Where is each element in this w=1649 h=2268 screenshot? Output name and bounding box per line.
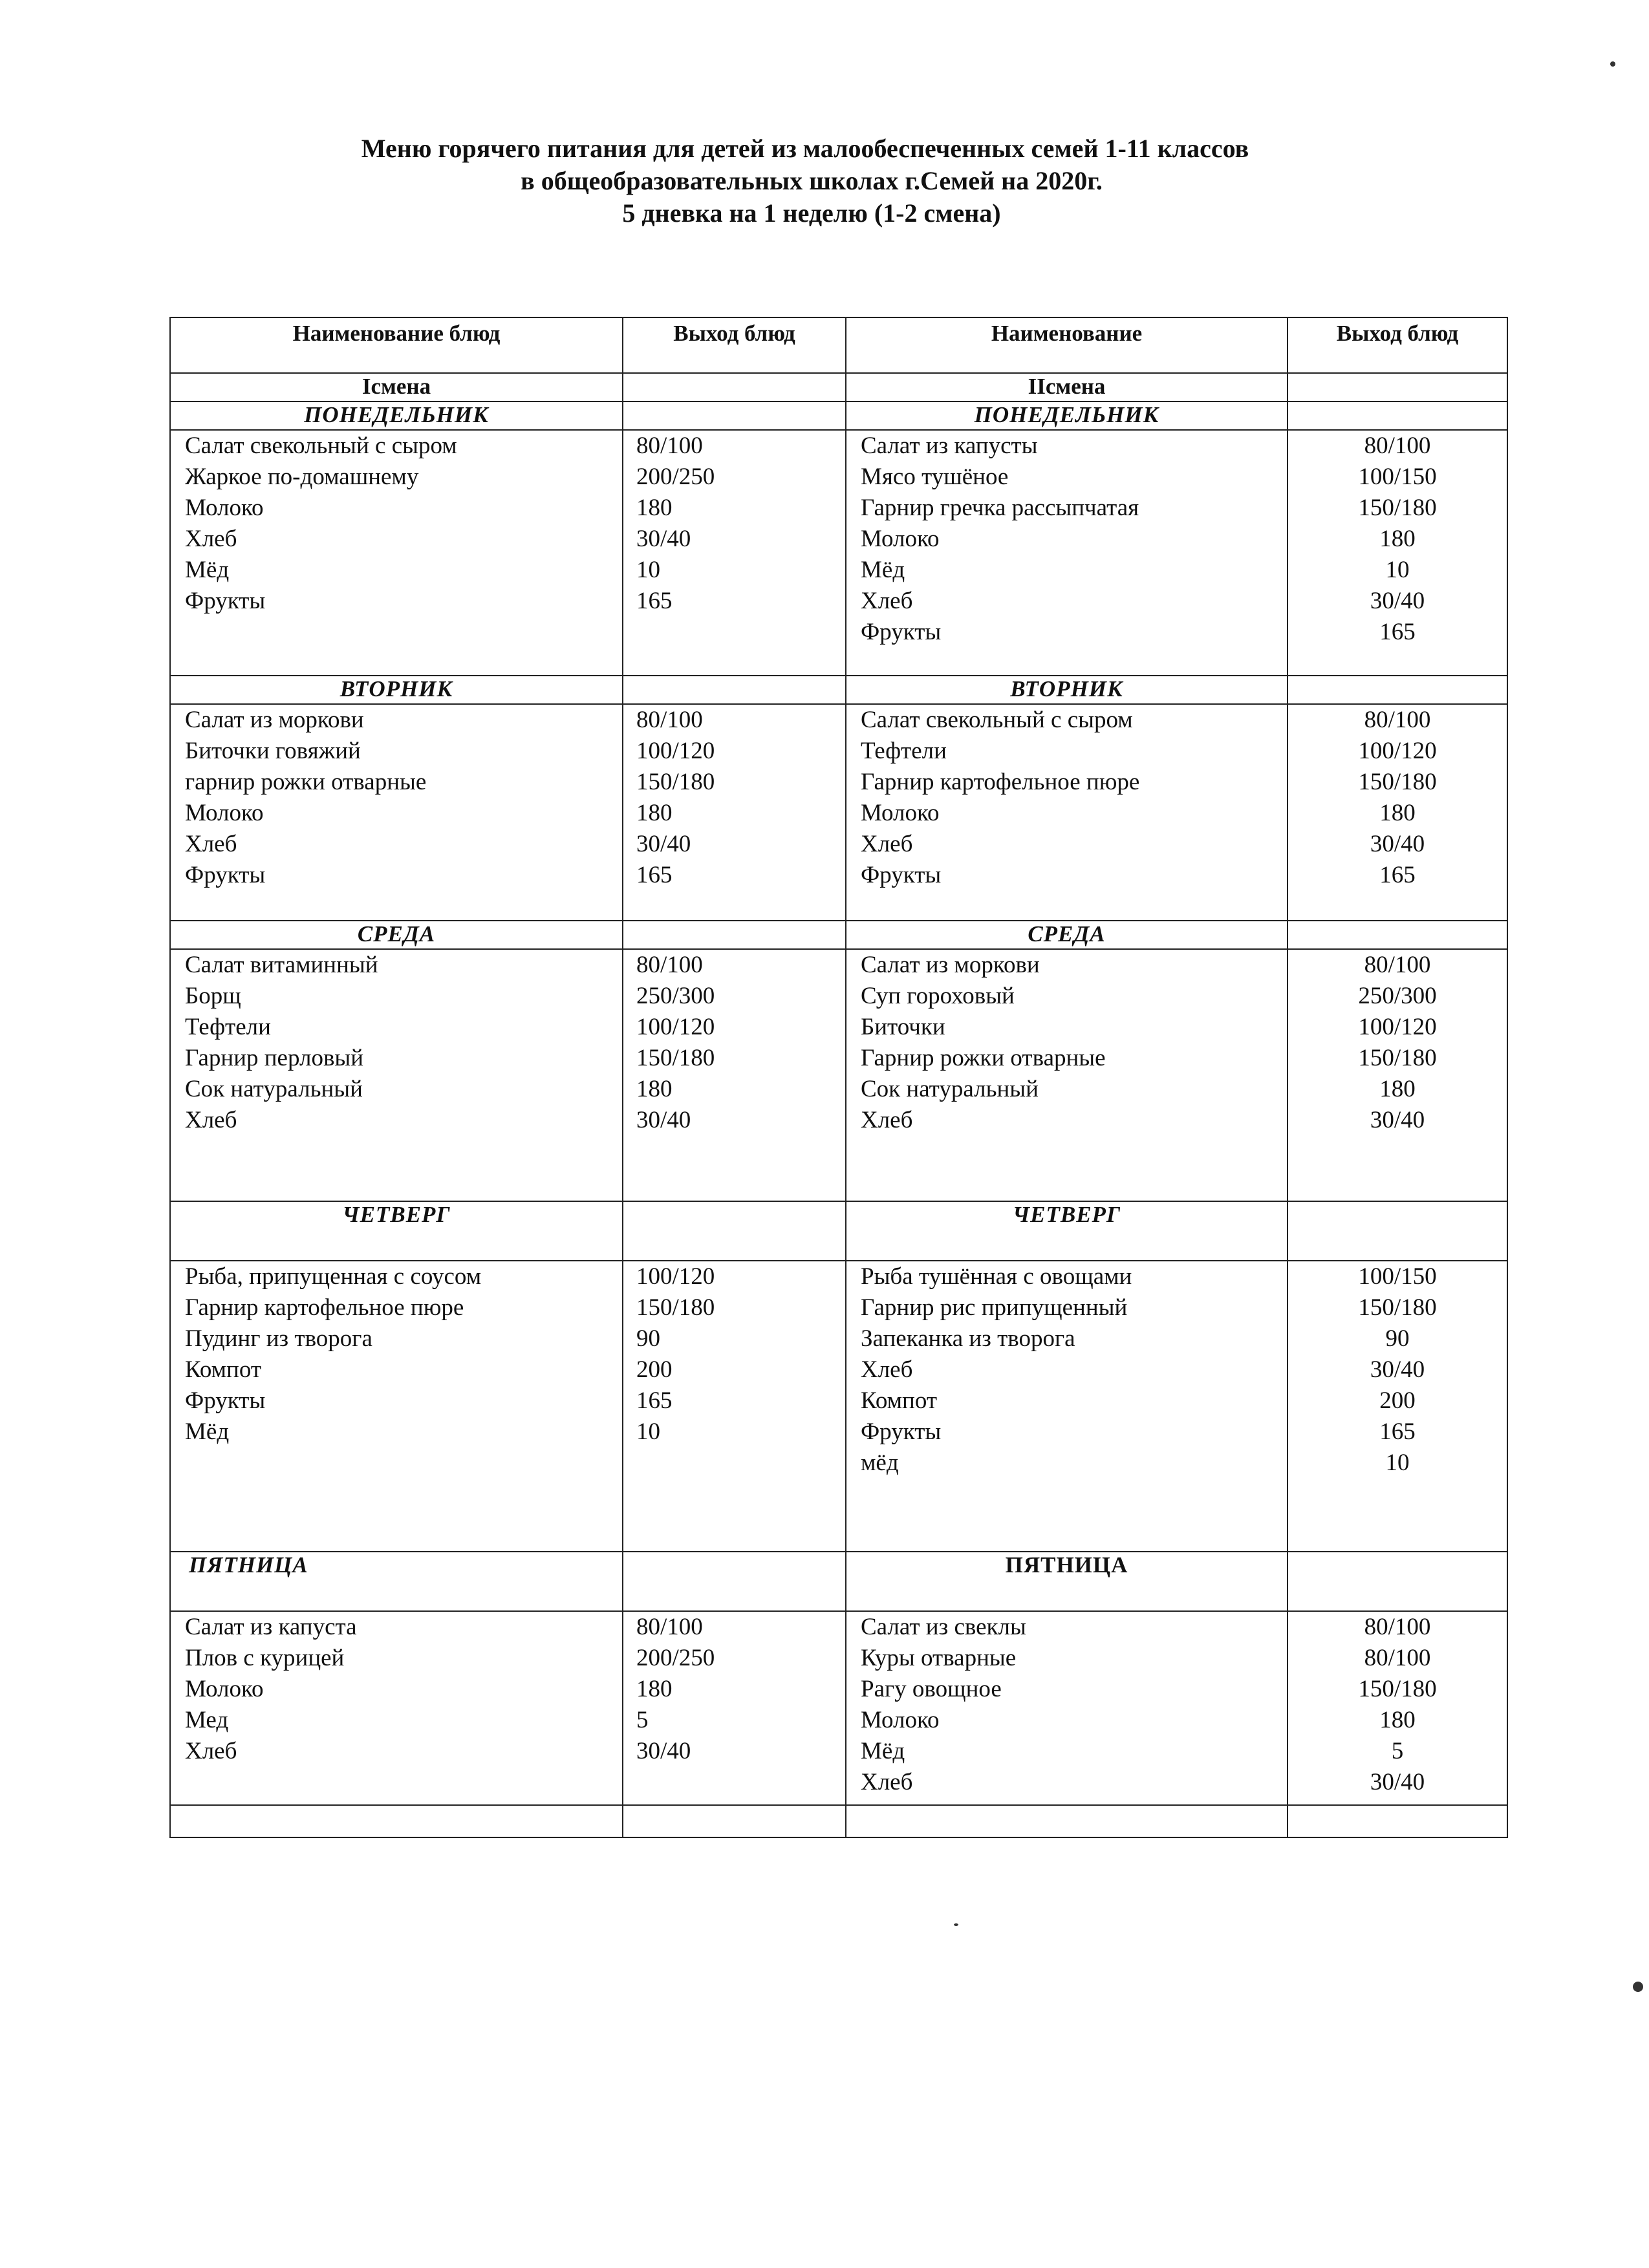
dish-yield: 80/100 [636, 433, 703, 459]
dish-name: Мед [185, 1707, 229, 1733]
shift-1-label: Iсмена [170, 373, 623, 401]
dish-name: Запеканка из творога [861, 1325, 1075, 1352]
dish-yield: 150/180 [1358, 1045, 1437, 1071]
dish-name: Куры отварные [861, 1645, 1017, 1671]
dish-yield: 30/40 [1370, 831, 1425, 857]
dish-yield: 30/40 [1370, 1769, 1425, 1795]
dish-yield: 150/180 [1358, 1676, 1437, 1702]
day-empty-left [623, 1552, 846, 1611]
dish-yield: 90 [636, 1325, 660, 1352]
dish-name: Молоко [185, 800, 264, 826]
yields-shift-2 [1288, 704, 1507, 921]
dish-yield: 10 [1385, 1450, 1410, 1476]
dish-name: Салат свекольный с сыром [185, 433, 457, 459]
day-empty-left [623, 921, 846, 949]
dish-yield: 180 [1379, 800, 1416, 826]
yields-shift-2 [1288, 430, 1507, 676]
yields-shift-1 [623, 704, 846, 921]
dish-name: Гарнир рис припущенный [861, 1294, 1128, 1321]
dish-name: Фрукты [185, 588, 266, 614]
day-name-left: ПОНЕДЕЛЬНИК [170, 401, 623, 430]
dish-yield: 180 [636, 495, 673, 521]
dish-yield: 100/150 [1358, 1263, 1437, 1290]
dish-name: Жаркое по-домашнему [185, 464, 419, 490]
empty-cell [170, 1805, 623, 1837]
dish-yield: 80/100 [636, 1614, 703, 1640]
day-items-row [170, 1611, 1507, 1805]
dish-yield: 180 [1379, 526, 1416, 552]
dish-yield: 5 [1391, 1738, 1404, 1764]
dish-yield: 10 [1385, 557, 1410, 583]
dish-name: Компот [861, 1387, 938, 1414]
dish-yield: 150/180 [636, 1045, 715, 1071]
dishes-shift-1 [170, 430, 623, 676]
dish-yield: 5 [636, 1707, 649, 1733]
dish-yield: 30/40 [636, 1738, 691, 1764]
dish-name: Молоко [185, 1676, 264, 1702]
dish-yield: 200 [636, 1356, 673, 1383]
dish-name: Биточки [861, 1014, 945, 1040]
dish-yield: 150/180 [1358, 495, 1437, 521]
dish-name: Молоко [185, 495, 264, 521]
day-name-left: СРЕДА [170, 921, 623, 949]
dishes-shift-2 [846, 949, 1288, 1201]
dish-yield: 150/180 [1358, 1294, 1437, 1321]
dish-name: Хлеб [185, 1738, 237, 1764]
dish-name: Гарнир гречка рассыпчатая [861, 495, 1139, 521]
dish-name: Рагу овощное [861, 1676, 1002, 1702]
dish-name: Мёд [185, 557, 230, 583]
dishes-shift-2 [846, 704, 1288, 921]
scan-speck [1633, 1982, 1643, 1992]
day-items-row [170, 704, 1507, 921]
dish-yield: 200/250 [636, 1645, 715, 1671]
dish-yield: 80/100 [636, 707, 703, 733]
dish-name: Тефтели [861, 738, 947, 764]
yields-shift-1 [623, 1261, 846, 1552]
day-name-left: ПЯТНИЦА [170, 1552, 623, 1611]
dish-yield: 10 [636, 557, 660, 583]
document-title [0, 133, 1649, 230]
day-row [170, 676, 1507, 704]
empty-cell [846, 1805, 1288, 1837]
header-yield-1: Выход блюд [623, 317, 846, 373]
dish-name: Хлеб [861, 831, 913, 857]
header-yield-2: Выход блюд [1288, 317, 1507, 373]
dishes-shift-1 [170, 949, 623, 1201]
dish-yield: 30/40 [1370, 588, 1425, 614]
dish-yield: 80/100 [1364, 952, 1431, 978]
empty-cell [623, 1805, 846, 1837]
dish-name: Биточки говяжий [185, 738, 361, 764]
dish-name: Хлеб [185, 1107, 237, 1133]
dish-yield: 165 [636, 862, 673, 888]
dish-name: Сок натуральный [185, 1076, 363, 1102]
day-items-row [170, 1261, 1507, 1552]
dish-name: Хлеб [185, 831, 237, 857]
dish-name: Рыба тушённая с овощами [861, 1263, 1132, 1290]
dish-name: Мёд [861, 557, 905, 583]
day-items-row [170, 430, 1507, 676]
yields-shift-1 [623, 949, 846, 1201]
dishes-shift-1 [170, 1611, 623, 1805]
dish-name: Хлеб [861, 1769, 913, 1795]
day-row [170, 401, 1507, 430]
dish-name: Фрукты [185, 862, 266, 888]
dish-yield: 200 [1379, 1387, 1416, 1414]
day-empty-left [623, 676, 846, 704]
dish-yield: 165 [1379, 619, 1416, 645]
header-dish-name-2: Наименование [846, 317, 1288, 373]
dish-yield: 80/100 [636, 952, 703, 978]
day-name-right: ЧЕТВЕРГ [846, 1201, 1288, 1261]
dish-name: Салат из свеклы [861, 1614, 1026, 1640]
dish-yield: 100/120 [636, 1263, 715, 1290]
dish-yield: 165 [636, 588, 673, 614]
title-line-3: 5 дневка на 1 неделю (1-2 смена) [622, 198, 1001, 228]
day-name-right: ВТОРНИК [846, 676, 1288, 704]
dish-yield: 165 [636, 1387, 673, 1414]
dish-yield: 100/120 [636, 738, 715, 764]
dishes-shift-2 [846, 1611, 1288, 1805]
dish-yield: 180 [636, 1076, 673, 1102]
day-empty-right [1288, 401, 1507, 430]
dish-name: Гарнир картофельное пюре [861, 769, 1140, 795]
yields-shift-1 [623, 1611, 846, 1805]
day-empty-right [1288, 676, 1507, 704]
dish-name: Салат из моркови [185, 707, 364, 733]
day-empty-right [1288, 921, 1507, 949]
dish-yield: 165 [1379, 862, 1416, 888]
dishes-shift-2 [846, 430, 1288, 676]
dish-name: Фрукты [185, 1387, 266, 1414]
dish-name: Плов с курицей [185, 1645, 345, 1671]
dish-name: Салат из капуста [185, 1614, 357, 1640]
dish-yield: 10 [636, 1418, 660, 1445]
dish-name: Салат витаминный [185, 952, 378, 978]
dish-yield: 100/120 [1358, 738, 1437, 764]
shift-2-empty [1288, 373, 1507, 401]
dish-name: Пудинг из творога [185, 1325, 372, 1352]
dish-name: Фрукты [861, 862, 942, 888]
scan-speck [1610, 61, 1615, 67]
dish-name: Фрукты [861, 1418, 942, 1445]
dishes-shift-1 [170, 1261, 623, 1552]
day-row [170, 1552, 1507, 1611]
dish-yield: 250/300 [636, 983, 715, 1009]
dish-name: мёд [861, 1450, 899, 1476]
dishes-shift-1 [170, 704, 623, 921]
dish-yield: 80/100 [1364, 707, 1431, 733]
yields-shift-2 [1288, 949, 1507, 1201]
dish-name: Хлеб [861, 1356, 913, 1383]
dish-name: Сок натуральный [861, 1076, 1039, 1102]
yields-shift-1 [623, 430, 846, 676]
dish-yield: 100/120 [636, 1014, 715, 1040]
dish-name: Мёд [185, 1418, 230, 1445]
dish-yield: 180 [636, 800, 673, 826]
footer-empty-row [170, 1805, 1507, 1837]
dish-name: Суп гороховый [861, 983, 1015, 1009]
dish-yield: 150/180 [636, 1294, 715, 1321]
dish-yield: 80/100 [1364, 433, 1431, 459]
dish-yield: 30/40 [636, 831, 691, 857]
dish-name: Фрукты [861, 619, 942, 645]
menu-table [169, 317, 1508, 1838]
yields-shift-2 [1288, 1261, 1507, 1552]
day-row [170, 1201, 1507, 1261]
day-row [170, 921, 1507, 949]
dishes-shift-2 [846, 1261, 1288, 1552]
dish-yield: 80/100 [1364, 1614, 1431, 1640]
dish-yield: 100/150 [1358, 464, 1437, 490]
dish-yield: 80/100 [1364, 1645, 1431, 1671]
dish-name: Гарнир картофельное пюре [185, 1294, 464, 1321]
dish-yield: 30/40 [1370, 1356, 1425, 1383]
dish-name: Тефтели [185, 1014, 271, 1040]
dish-yield: 90 [1385, 1325, 1410, 1352]
dish-name: гарнир рожки отварные [185, 769, 427, 795]
dish-yield: 150/180 [636, 769, 715, 795]
dish-yield: 180 [636, 1676, 673, 1702]
dish-name: Хлеб [861, 588, 913, 614]
dish-name: Гарнир рожки отварные [861, 1045, 1106, 1071]
dish-yield: 180 [1379, 1707, 1416, 1733]
dish-yield: 150/180 [1358, 769, 1437, 795]
day-empty-right [1288, 1552, 1507, 1611]
dish-name: Молоко [861, 800, 940, 826]
dish-name: Молоко [861, 526, 940, 552]
shift-2-label: IIсмена [846, 373, 1288, 401]
dish-name: Мёд [861, 1738, 905, 1764]
dish-name: Компот [185, 1356, 262, 1383]
header-row [170, 317, 1507, 373]
yields-shift-2 [1288, 1611, 1507, 1805]
dish-yield: 200/250 [636, 464, 715, 490]
dish-yield: 250/300 [1358, 983, 1437, 1009]
day-empty-left [623, 1201, 846, 1261]
shift-row [170, 373, 1507, 401]
day-empty-left [623, 401, 846, 430]
header-dish-name-1: Наименование блюд [170, 317, 623, 373]
day-items-row [170, 949, 1507, 1201]
day-name-left: ЧЕТВЕРГ [170, 1201, 623, 1261]
dish-yield: 100/120 [1358, 1014, 1437, 1040]
dish-name: Мясо тушёное [861, 464, 1009, 490]
day-empty-right [1288, 1201, 1507, 1261]
dish-name: Салат свекольный с сыром [861, 707, 1133, 733]
title-line-1: Меню горячего питания для детей из малообеспеченных семей 1-11 классов [361, 134, 1249, 163]
dish-name: Салат из моркови [861, 952, 1040, 978]
empty-cell [1288, 1805, 1507, 1837]
dish-name: Борщ [185, 983, 241, 1009]
dish-yield: 165 [1379, 1418, 1416, 1445]
dish-yield: 30/40 [636, 526, 691, 552]
day-name-right: ПЯТНИЦА [846, 1552, 1288, 1611]
dish-name: Гарнир перловый [185, 1045, 364, 1071]
dish-name: Молоко [861, 1707, 940, 1733]
day-name-right: СРЕДА [846, 921, 1288, 949]
day-name-right: ПОНЕДЕЛЬНИК [846, 401, 1288, 430]
shift-1-empty [623, 373, 846, 401]
title-line-2: в общеобразовательных школах г.Семей на 2020г. [521, 166, 1103, 195]
dish-name: Рыба, припущенная с соусом [185, 1263, 482, 1290]
dish-name: Хлеб [185, 526, 237, 552]
dish-yield: 180 [1379, 1076, 1416, 1102]
dish-name: Салат из капусты [861, 433, 1038, 459]
day-name-left: ВТОРНИК [170, 676, 623, 704]
dish-yield: 30/40 [636, 1107, 691, 1133]
dish-yield: 30/40 [1370, 1107, 1425, 1133]
dish-name: Хлеб [861, 1107, 913, 1133]
scan-speck [954, 1923, 958, 1926]
